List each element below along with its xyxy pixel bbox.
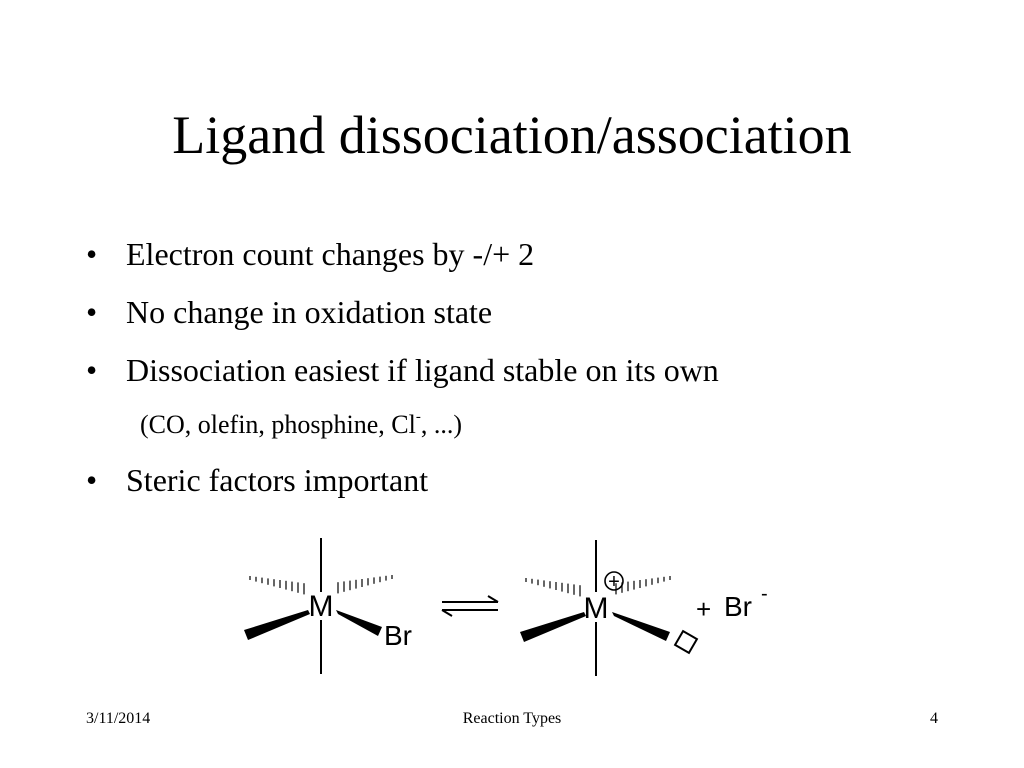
plus-sign: + xyxy=(696,594,712,624)
footer-date: 3/11/2014 xyxy=(86,710,151,727)
sub-note-suffix: , ...) xyxy=(420,410,463,439)
hashed-bond-left xyxy=(250,576,304,594)
wedge-bond-right xyxy=(612,612,670,641)
bullet-glyph: • xyxy=(86,462,98,498)
sub-note-superscript: - xyxy=(415,409,421,425)
wedge-bond-left xyxy=(520,612,586,642)
vacant-site-square xyxy=(675,631,697,653)
bullet-item xyxy=(86,296,966,354)
bullet-text: Electron count changes by -/+ 2 xyxy=(126,236,535,272)
wedge-bond-left xyxy=(244,610,310,640)
sub-note xyxy=(86,409,966,464)
metal-label-right: M xyxy=(583,592,609,625)
bullet-glyph: • xyxy=(86,294,98,330)
hashed-bond-left xyxy=(526,578,580,596)
bullet-glyph: • xyxy=(86,236,98,272)
bullet-glyph: • xyxy=(86,352,98,388)
bullet-text: Dissociation easiest if ligand stable on its own xyxy=(126,352,719,388)
bullet-item xyxy=(86,464,966,522)
positive-charge-symbol: + xyxy=(608,571,620,593)
wedge-bond-right xyxy=(336,610,382,636)
hashed-bond-right xyxy=(338,575,392,593)
sub-note-prefix: (CO, olefin, phosphine, Cl xyxy=(140,410,416,439)
free-bromide-charge: - xyxy=(761,583,768,605)
free-bromide-label: Br xyxy=(724,591,752,622)
footer-title: Reaction Types xyxy=(462,710,562,727)
bullet-item xyxy=(86,238,966,296)
reaction-scheme xyxy=(230,530,790,690)
bullet-text: No change in oxidation state xyxy=(126,294,493,330)
hashed-bond-right xyxy=(616,576,670,594)
bullet-item xyxy=(86,354,966,412)
equilibrium-arrows xyxy=(442,596,498,616)
left-complex xyxy=(244,538,412,674)
bullet-list xyxy=(86,238,966,522)
bromide-ligand-label: Br xyxy=(384,620,412,651)
slide-title: Ligand dissociation/association xyxy=(172,105,852,165)
bullet-text: Steric factors important xyxy=(126,462,429,498)
slide-number: 4 xyxy=(930,710,938,727)
right-complex xyxy=(520,540,697,676)
metal-label-left: M xyxy=(308,590,334,623)
